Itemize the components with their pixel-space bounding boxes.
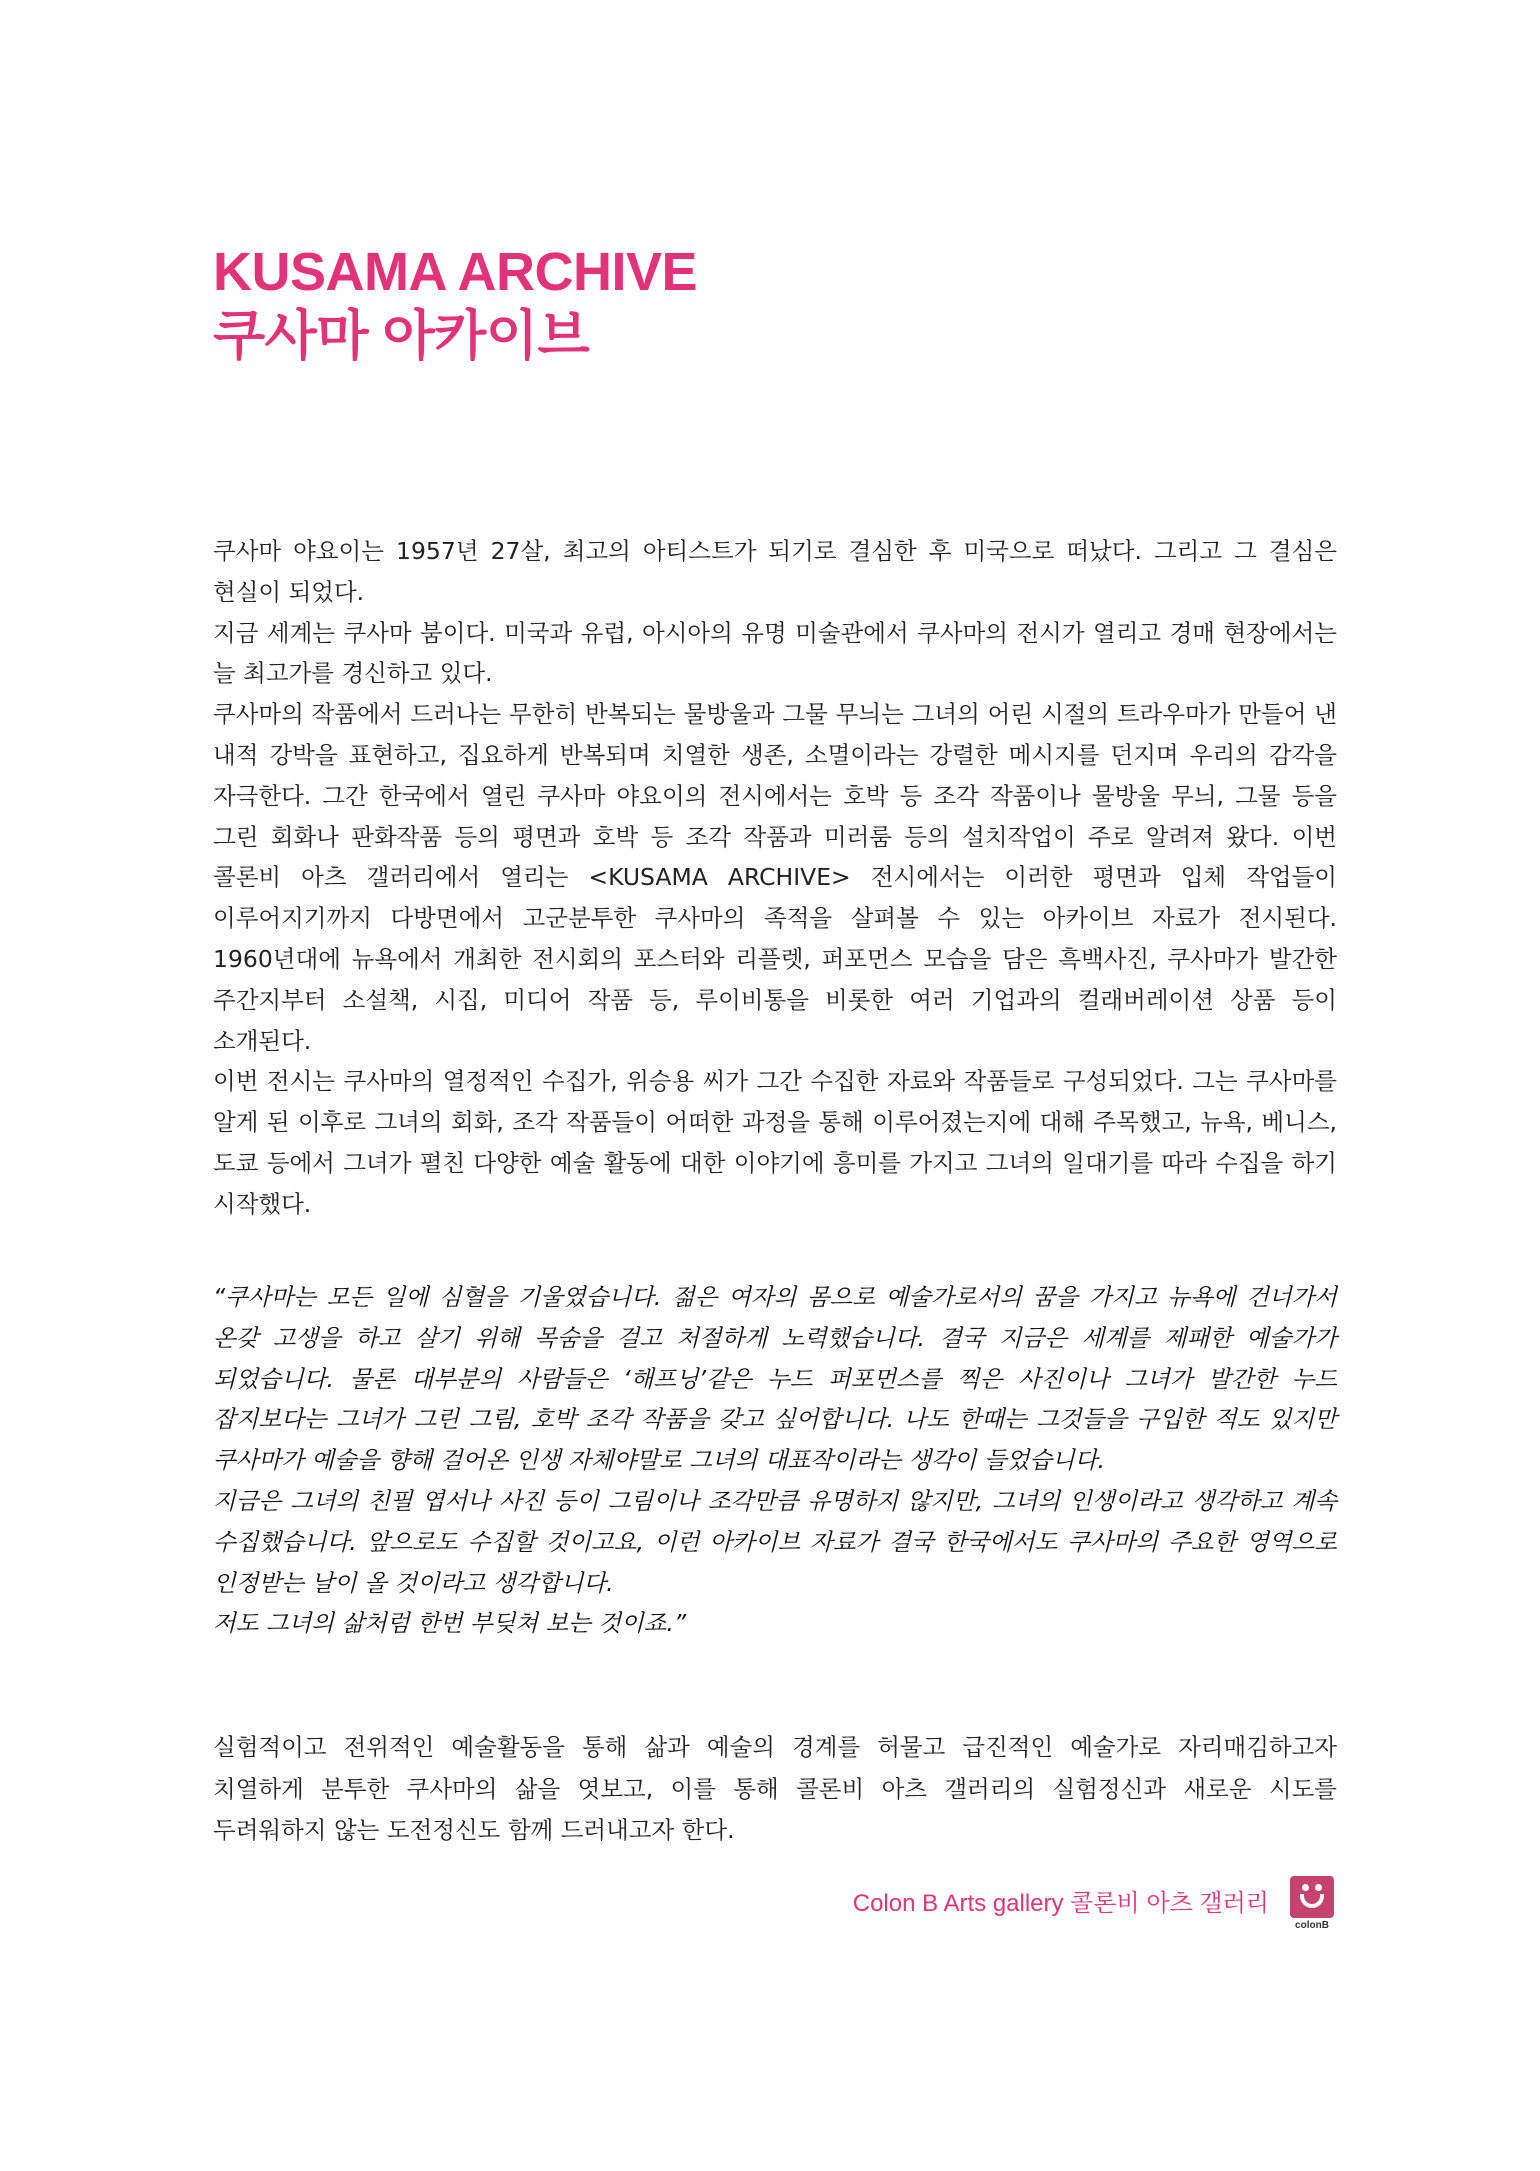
quote-paragraph: 저도 그녀의 삶처럼 한번 부딪쳐 보는 것이죠.” xyxy=(213,1609,687,1638)
closing-paragraph: 실험적이고 전위적인 예술활동을 통해 삶과 예술의 경계를 허물고 급진적인 예술가로 자리매김하고자 치열하게 분투한 쿠사마의 삶을 엿보고, 이를 통해 콜론비 아츠 갤러리의 실험정신과 새로운 시도를 두려워하지 않는 도전정신도 함께 드러내고자 한다. xyxy=(213,1733,1337,1844)
quote-paragraph: “쿠사마는 모든 일에 심혈을 기울였습니다. 젊은 여자의 몸으로 예술가로서의 꿈을 가지고 뉴욕에 건너가서 온갖 고생을 하고 살기 위해 목숨을 걸고 처절하게 노력했습니다. 결국 지금은 세계를 제패한 예술가가 되었습니다. 물론 대부분의 사람들은 ‘해프닝’같은 누드 퍼포먼스를 찍은 사진이나 그녀가 발간한 누드 잡지보다는 그녀가 그린 그림, 호박 조각 작품을 갖고 싶어합니다. 나도 한때는 그것들을 구입한 적도 있지만 쿠사마가 예술을 향해 걸어온 인생 자체야말로 그녀의 대표작이라는 생각이 들었습니다. xyxy=(213,1283,1337,1475)
title-korean: 쿠사마 아카이브 xyxy=(213,306,590,366)
colonb-logo xyxy=(1287,1876,1337,1932)
page-title xyxy=(213,240,697,368)
footer xyxy=(853,1876,1337,1932)
quote-paragraph: 지금은 그녀의 친필 엽서나 사진 등이 그림이나 조각만큼 유명하지 않지만, 그녀의 인생이라고 생각하고 계속 수집했습니다. 앞으로도 수집할 것이고요, 이런 아카이브 자료가 결국 한국에서도 쿠사마의 주요한 영역으로 인정받는 날이 올 것이라고 생각합니다. xyxy=(213,1486,1337,1597)
title-english: KUSAMA ARCHIVE xyxy=(213,242,698,302)
gallery-name: Colon B Arts gallery 콜론비 아츠 갤러리 xyxy=(852,1890,1269,1917)
body-paragraph: 쿠사마 야요이는 1957년 27살, 최고의 아티스트가 되기로 결심한 후 미국으로 떠났다. 그리고 그 결심은 현실이 되었다. xyxy=(213,537,1337,606)
body-paragraph: 이번 전시는 쿠사마의 열정적인 수집가, 위승용 씨가 그간 수집한 자료와 작품들로 구성되었다. 그는 쿠사마를 알게 된 이후로 그녀의 회화, 조각 작품들이 어떠한 과정을 통해 이루어졌는지에 대해 주목했고, 뉴욕, 베니스, 도쿄 등에서 그녀가 펼친 다양한 예술 활동에 대한 이야기에 흥미를 가지고 그녀의 일대기를 따라 수집을 하기 시작했다. xyxy=(213,1067,1337,1218)
body-paragraph: 지금 세계는 쿠사마 붐이다. 미국과 유럽, 아시아의 유명 미술관에서 쿠사마의 전시가 열리고 경매 현장에서는 늘 최고가를 경신하고 있다. xyxy=(213,618,1337,688)
body-paragraph: 쿠사마의 작품에서 드러나는 무한히 반복되는 물방울과 그물 무늬는 그녀의 어린 시절의 트라우마가 만들어 낸 내적 강박을 표현하고, 집요하게 반복되며 치열한 생존, 소멸이라는 강렬한 메시지를 던지며 우리의 감각을 자극한다. 그간 한국에서 열린 쿠사마 야요이의 전시에서는 호박 등 조각 작품이나 물방울 무늬, 그물 등을 그린 회화나 판화작품 등의 평면과 호박 등 조각 작품과 미러룸 등의 설치작업이 주로 알려져 왔다. 이번 콜론비 아츠 갤러리에서 열리는 <KUSAMA ARCHIVE> 전시에서는 이러한 평면과 입체 작업들이 이루어지기까지 다방면에서 고군분투한 쿠사마의 족적을 살펴볼 수 있는 아카이브 자료가 전시된다. 1960년대에 뉴욕에서 개최한 전시회의 포스터와 리플렛, 퍼포먼스 모습을 담은 흑백사진, 쿠사마가 발간한 주간지부터 소설책, 시집, 미디어 작품 등, 루이비통을 비롯한 여러 기업과의 컬래버레이션 상품 등이 소개된다. xyxy=(213,700,1337,1055)
closing-text xyxy=(213,1727,1337,1852)
body-text xyxy=(213,531,1337,1225)
colonb-logo-icon xyxy=(1290,1876,1334,1918)
collector-quote xyxy=(213,1277,1337,1644)
logo-label: colonB xyxy=(1295,1920,1329,1931)
